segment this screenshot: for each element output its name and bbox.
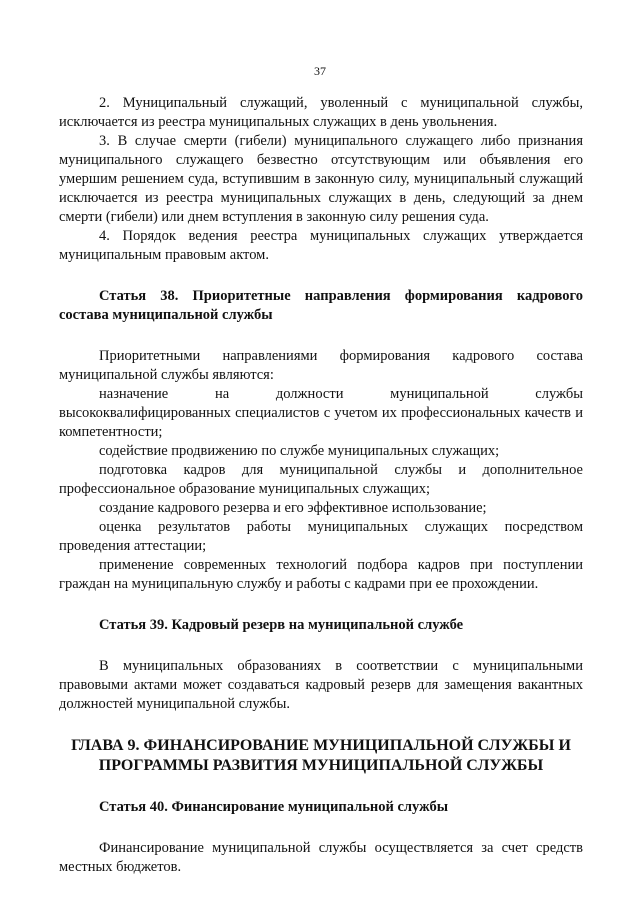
article-38-item: подготовка кадров для муниципальной службы и дополнительное профессиональное образование муниципальных служащих; bbox=[59, 462, 583, 497]
article-38-item: содействие продвижению по службе муниципальных служащих; bbox=[99, 443, 500, 459]
chapter-9-heading: ГЛАВА 9. ФИНАНСИРОВАНИЕ МУНИЦИПАЛЬНОЙ СЛУЖБЫ И ПРОГРАММЫ РАЗВИТИЯ МУНИЦИПАЛЬНОЙ СЛУЖБЫ bbox=[71, 737, 571, 774]
paragraph-3: 3. В случае смерти (гибели) муниципального служащего либо признания муниципального служащего безвестно отсутствующим или объявления его умершим решением суда, вступившим в законную силу, муниципальный служащий исключается из реестра муниципальных служащих в день, следующий за днем смерти (гибели) или днем вступления в законную силу решения суда. bbox=[59, 133, 583, 225]
paragraph-4: 4. Порядок ведения реестра муниципальных служащих утверждается муниципальным правовым актом. bbox=[59, 228, 583, 263]
article-40-text: Финансирование муниципальной службы осуществляется за счет средств местных бюджетов. bbox=[59, 840, 583, 875]
article-38-heading: Статья 38. Приоритетные направления формирования кадрового состава муниципальной службы bbox=[59, 288, 583, 323]
document-body bbox=[59, 94, 583, 877]
article-38-item: назначение на должности муниципальной службы высококвалифицированных специалистов с учетом их профессиональных качеств и компетентности; bbox=[59, 386, 583, 440]
article-40-heading: Статья 40. Финансирование муниципальной службы bbox=[99, 799, 449, 815]
article-38-item: применение современных технологий подбора кадров при поступлении граждан на муниципальную службу и работы с кадрами при ее прохождении. bbox=[59, 557, 583, 592]
article-39-heading: Статья 39. Кадровый резерв на муниципальной службе bbox=[99, 617, 464, 633]
article-38-intro: Приоритетными направлениями формирования кадрового состава муниципальной службы являются: bbox=[59, 348, 583, 383]
article-38-item: создание кадрового резерва и его эффективное использование; bbox=[99, 500, 487, 516]
paragraph-2: 2. Муниципальный служащий, уволенный с муниципальной службы, исключается из реестра муниципальных служащих в день увольнения. bbox=[59, 95, 583, 130]
page-number: 37 bbox=[314, 64, 326, 78]
article-38-item: оценка результатов работы муниципальных служащих посредством проведения аттестации; bbox=[59, 519, 583, 554]
article-39-text: В муниципальных образованиях в соответствии с муниципальными правовыми актами может создаваться кадровый резерв для замещения вакантных должностей муниципальной службы. bbox=[59, 658, 583, 712]
